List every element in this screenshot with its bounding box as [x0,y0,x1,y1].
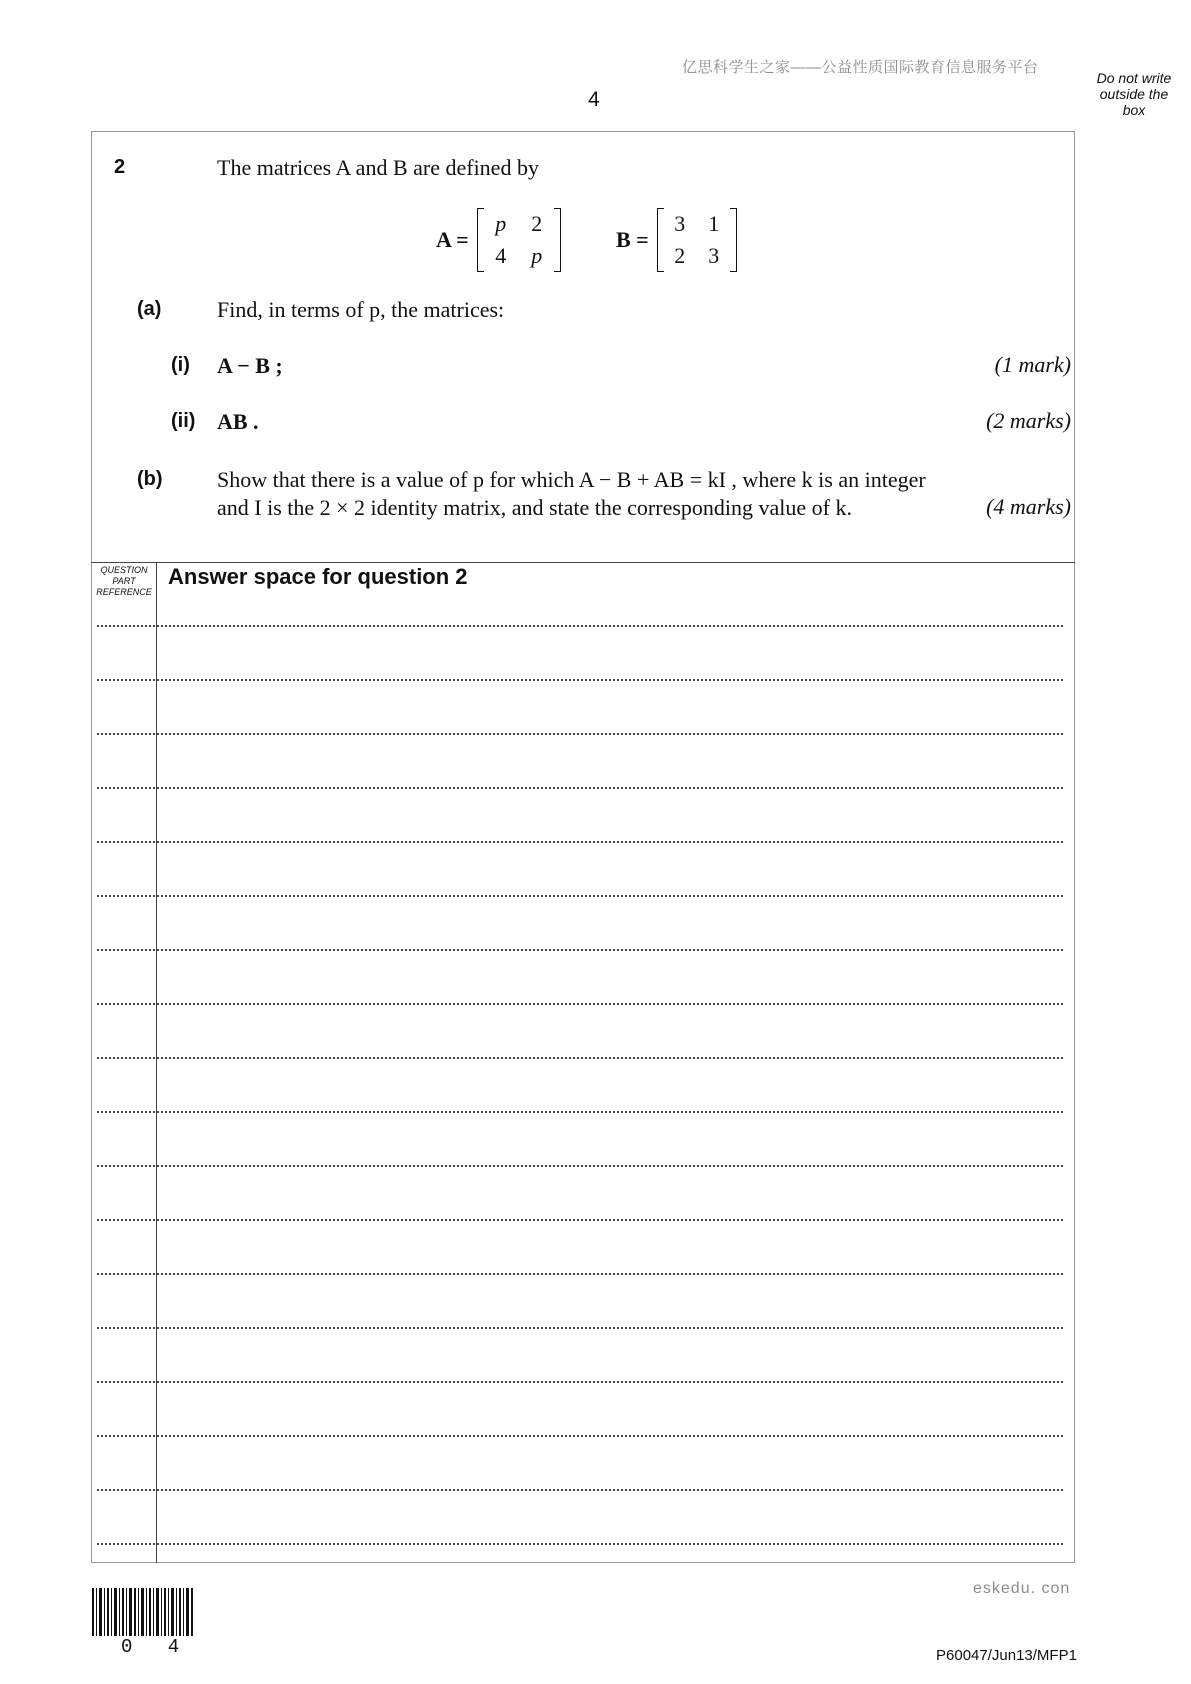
answer-line[interactable] [97,1435,1063,1437]
question-number: 2 [114,156,126,178]
matrix-cell: p [495,211,507,236]
matrix-a-label: A = [436,227,469,252]
answer-line[interactable] [97,1273,1063,1275]
ref-label-line: REFERENCE [96,587,152,597]
answer-line[interactable] [97,895,1063,897]
answer-space-title: Answer space for question 2 [168,564,468,589]
answer-line[interactable] [97,1003,1063,1005]
question-intro: The matrices A and B are defined by [217,155,539,180]
answer-line[interactable] [97,1543,1063,1545]
part-b-line-2: and I is the 2 × 2 identity matrix, and state the corresponding value of k. [217,495,852,520]
part-a-ii-marks: (2 marks) [986,408,1071,433]
answer-line[interactable] [97,1219,1063,1221]
reference-column-divider [156,562,157,1563]
watermark-header: 亿思科学生之家——公益性质国际教育信息服务平台 [682,59,1039,76]
matrix-cell: 4 [495,243,507,268]
part-b-label: (b) [137,468,163,490]
answer-line[interactable] [97,949,1063,951]
part-a-i-marks: (1 mark) [994,352,1071,377]
answer-line[interactable] [97,787,1063,789]
part-b-marks: (4 marks) [986,494,1071,519]
answer-line[interactable] [97,1111,1063,1113]
answer-line[interactable] [97,679,1063,681]
ref-label-line: PART [112,576,136,586]
barcode-digits: 0 4 [121,1636,192,1658]
matrix-b-label: B = [616,227,649,252]
part-a-ii-label: (ii) [171,410,196,432]
matrix-a-body [477,208,561,272]
answer-line[interactable] [97,841,1063,843]
matrix-cell: p [531,243,543,268]
part-a-i-text: A − B ; [217,353,283,378]
part-b-line-1: Show that there is a value of p for which A − B + AB = kI , where k is an integer [217,467,926,492]
answer-header-line [91,562,1075,563]
question-part-reference-label [92,565,156,598]
margin-note [1088,70,1180,118]
part-a-text: Find, in terms of p, the matrices: [217,297,505,322]
part-a-i-label: (i) [171,354,190,376]
barcode-icon [92,1588,196,1636]
matrix-b-body [657,208,737,272]
matrix-cell: 3 [708,243,720,268]
paper-reference: P60047/Jun13/MFP1 [936,1647,1077,1664]
answer-line[interactable] [97,1489,1063,1491]
matrix-a [436,208,561,272]
margin-note-line: outside the [1099,86,1169,102]
answer-line[interactable] [97,1165,1063,1167]
matrix-cell: 2 [531,211,543,236]
matrix-cell: 2 [674,243,686,268]
matrix-cell: 3 [674,211,686,236]
margin-note-line: box [1122,102,1146,118]
matrix-cell: 1 [708,211,720,236]
ref-label-line: QUESTION [100,565,148,575]
answer-line[interactable] [97,733,1063,735]
margin-note-line: Do not write [1096,70,1172,86]
matrix-b [616,208,737,272]
page-number: 4 [588,88,600,111]
watermark-footer: eskedu. con [973,1580,1071,1597]
answer-line[interactable] [97,1057,1063,1059]
answer-line[interactable] [97,625,1063,627]
part-a-label: (a) [137,298,162,320]
answer-line[interactable] [97,1381,1063,1383]
question-frame [91,131,1075,1563]
answer-line[interactable] [97,1327,1063,1329]
part-a-ii-text: AB . [217,409,259,434]
